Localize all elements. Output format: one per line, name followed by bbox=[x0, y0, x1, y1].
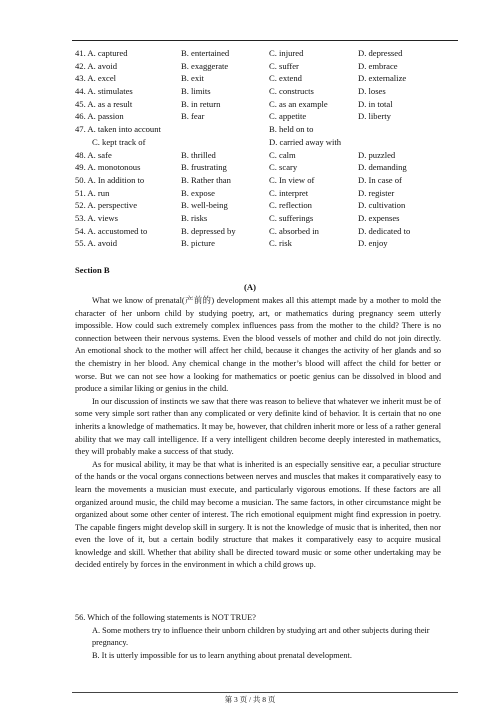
option-cell: D. liberty bbox=[358, 111, 391, 122]
option-cell: B. picture bbox=[181, 238, 215, 249]
question-stem: 56. Which of the following statements is NOT TRUE? bbox=[75, 613, 256, 622]
top-rule bbox=[72, 40, 458, 41]
paragraph: What we know of prenatal(产前的) development makes all this attempt made by a mother to mold the character of her unborn child by studying poetry, art, or mathematics during pregnancy seem utterly impossible. How could such extremely complex influences pass from the mother to the child? There is no connection between their nervous systems. Even the blood vessels of mother and child do not join directly. An emotional shock to the mother will affect her child, because it changes the activity of her glands and so the chemistry in her blood. Any chemical change in the mother’s blood will affect the child for better or worse. But we can not see how a looking for mathematics or poetic genius can be dissolved in blood and produce a similar liking or genius in the child. bbox=[75, 296, 441, 394]
option-cell: B. well-being bbox=[181, 200, 228, 211]
option-row bbox=[75, 85, 465, 98]
option-row bbox=[75, 161, 465, 174]
option-cell: B. Rather than bbox=[181, 174, 231, 185]
option-cell: 52. A. perspective bbox=[75, 200, 138, 211]
option-row bbox=[75, 149, 465, 162]
passage bbox=[75, 295, 441, 572]
option-cell: D. in total bbox=[358, 98, 393, 109]
option-cell: D. cultivation bbox=[358, 200, 406, 211]
option-cell: B. expose bbox=[181, 187, 215, 198]
footer-rule bbox=[72, 692, 458, 693]
option-cell: D. puzzled bbox=[358, 149, 396, 160]
option-cell: C. extend bbox=[269, 73, 302, 84]
option-cell: 44. A. stimulates bbox=[75, 86, 133, 97]
option-row bbox=[75, 237, 465, 250]
option-cell: D. demanding bbox=[358, 162, 407, 173]
option-cell: 55. A. avoid bbox=[75, 238, 118, 249]
option-cell bbox=[358, 123, 458, 136]
option-cell: D. loses bbox=[358, 86, 386, 97]
option-cell: B. held on to bbox=[269, 124, 314, 135]
passage-label: (A) bbox=[244, 282, 256, 292]
option-cell: D. depressed bbox=[358, 48, 403, 58]
option-cell: C. reflection bbox=[269, 200, 312, 211]
option-cell: 45. A. as a result bbox=[75, 98, 133, 109]
option-cell: D. In case of bbox=[358, 174, 402, 185]
option-cell: 53. A. views bbox=[75, 212, 118, 223]
option-cell: D. dedicated to bbox=[358, 225, 411, 236]
option-row bbox=[75, 98, 465, 111]
option-cell: C. risk bbox=[269, 238, 292, 249]
option-cell: 47. A. taken into account bbox=[75, 124, 161, 135]
option-row bbox=[75, 187, 465, 200]
option-cell bbox=[358, 136, 458, 149]
option-row bbox=[75, 136, 465, 149]
option-cell: C. absorbed in bbox=[269, 225, 319, 236]
option-cell: 49. A. monotonous bbox=[75, 162, 141, 173]
option-cell: D. externalize bbox=[358, 73, 407, 84]
option-cell: C. sufferings bbox=[269, 212, 314, 223]
option-cell: C. injured bbox=[269, 48, 304, 58]
option-cell: D. carried away with bbox=[269, 136, 342, 147]
option-cell bbox=[181, 136, 269, 149]
option-cell: B. exaggerate bbox=[181, 60, 229, 71]
option-cell: D. embrace bbox=[358, 60, 398, 71]
option-cell: C. constructs bbox=[269, 86, 314, 97]
question-56 bbox=[75, 612, 441, 662]
option-cell: B. thrilled bbox=[181, 149, 216, 160]
option-cell: B. fear bbox=[181, 111, 205, 122]
option-row bbox=[75, 199, 465, 212]
option-cell: 51. A. run bbox=[75, 187, 110, 198]
option-cell: B. in return bbox=[181, 98, 221, 109]
option-row bbox=[75, 72, 465, 85]
option-cell: D. register bbox=[358, 187, 395, 198]
section-title: Section B bbox=[75, 265, 110, 275]
option-cell: C. scary bbox=[269, 162, 298, 173]
option-row bbox=[75, 212, 465, 225]
paragraph: As for musical ability, it may be that what is inherited is an especially sensitive ear, a peculiar structure of the hands or the vocal organs connections between nerves and muscles that makes it comparatively easy to learn the movements a musician must execute, and particularly vigorous emotions. If these factors are all organized around music, the child may become a musician. The same factors, in other circumstance might be organized about some other center of interest. The rich emotional equipment might find expression in poetry. The capable fingers might develop skill in surgery. It is not the knowledge of music that is inherited, then nor even the love of it, but a certain bodily structure that makes it comparatively easy to acquire musical knowledge and skill. Whether that ability shall be directed toward music or some other undertaking may be decided entirely by forces in the environment in which a child grows up. bbox=[75, 459, 441, 570]
option-cell: 50. A. In addition to bbox=[75, 174, 145, 185]
option-cell bbox=[181, 123, 269, 136]
option-cell: C. suffer bbox=[269, 60, 299, 71]
option-cell: 41. A. captured bbox=[75, 48, 128, 58]
option-cell: B. limits bbox=[181, 86, 211, 97]
options-table bbox=[75, 47, 465, 250]
option-cell: 43. A. excel bbox=[75, 73, 117, 84]
option-cell: D. enjoy bbox=[358, 238, 388, 249]
paragraph: In our discussion of instincts we saw that there was reason to believe that whatever we inherit must be of some very simple sort rather than any complicated or very definite kind of behavior. It is certain that no one inherits a knowledge of mathematics. It may be, however, that children inherit more or less of a rather general ability that we may call intelligence. If a very intelligent children become deeply interested in mathematics, they will probably make a success of that study. bbox=[75, 396, 441, 457]
question-choice: A. Some mothers try to influence their unborn children by studying art and other subjects during their pregnancy. bbox=[92, 625, 430, 648]
option-cell: C. In view of bbox=[269, 174, 315, 185]
option-cell: C. calm bbox=[269, 149, 296, 160]
option-cell: 46. A. passion bbox=[75, 111, 124, 122]
option-row bbox=[75, 47, 465, 60]
question-choice: B. It is utterly impossible for us to learn anything about prenatal development. bbox=[92, 650, 352, 660]
option-cell: B. entertained bbox=[181, 48, 230, 58]
option-cell: 48. A. safe bbox=[75, 149, 112, 160]
option-row bbox=[75, 110, 465, 123]
option-cell: B. frustrating bbox=[181, 162, 227, 173]
option-cell: C. interpret bbox=[269, 187, 309, 198]
option-cell: B. depressed by bbox=[181, 225, 236, 236]
option-cell: D. expenses bbox=[358, 212, 400, 223]
option-row bbox=[75, 123, 465, 136]
option-cell: C. as an example bbox=[269, 98, 328, 109]
option-cell: B. risks bbox=[181, 212, 208, 223]
option-cell: C. kept track of bbox=[92, 136, 146, 147]
option-row bbox=[75, 60, 465, 73]
page-footer: 第 3 页 / 共 8 页 bbox=[224, 695, 276, 704]
option-row bbox=[75, 174, 465, 187]
option-cell: C. appetite bbox=[269, 111, 307, 122]
option-cell: 42. A. avoid bbox=[75, 60, 118, 71]
option-cell: 54. A. accustomed to bbox=[75, 225, 148, 236]
option-cell: B. exit bbox=[181, 73, 204, 84]
option-row bbox=[75, 225, 465, 238]
